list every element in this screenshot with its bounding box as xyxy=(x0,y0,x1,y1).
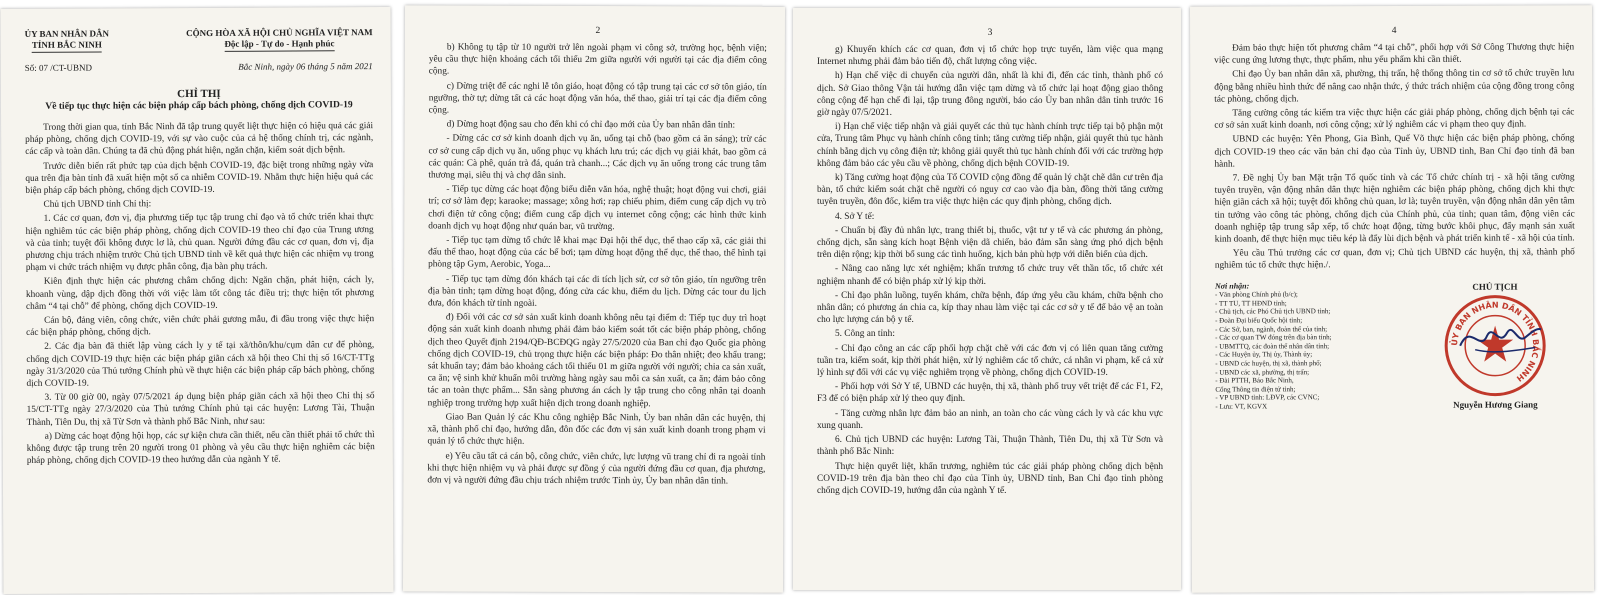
paragraph: Trong thời gian qua, tỉnh Bắc Ninh đã tập trung quyết liệt thực hiện có hiệu quả các giải pháp phòng, chống dịch COVID-19, với sự vào cuộc của cả hệ thống chính trị, các ngành, các cấp và toàn dân. Chúng ta đã chủ động phát hiện, ngăn chặn, kiểm soát dịch bệnh. xyxy=(25,121,374,158)
handwritten-signature xyxy=(1455,317,1545,357)
document-header xyxy=(25,27,373,53)
paragraph: c) Dừng triệt để các nghi lễ tôn giáo, hoạt động có tập trung tại các cơ sở tôn giáo, tín ngưỡng, thờ tự; dừng tất cả các hoạt động văn hóa, thể thao, giải trí tại các địa điểm công cộng. xyxy=(428,81,767,116)
paragraph: Kiên định thực hiện các phương châm chống dịch: Ngăn chặn, phát hiện, cách ly, khoanh vùng, dập dịch đồng thời với việc làm tốt công tác điều trị; thực hiện tốt phương châm “4 tại chỗ” để phòng, chống dịch COVID-19. xyxy=(25,275,374,312)
document-number: Số: 07 /CT-UBND xyxy=(24,62,92,73)
page-1-body xyxy=(25,120,375,467)
document-page-4 xyxy=(1190,5,1594,592)
national-title: CỘNG HÒA XÃ HỘI CHỦ NGHĨA VIỆT NAM xyxy=(186,27,373,39)
document-subject: Về tiếp tục thực hiện các biện pháp cấp bách phòng, chống dịch COVID-19 xyxy=(45,99,353,112)
recipient-item: - Các cơ quan TW đóng trên địa bàn tỉnh; xyxy=(1215,333,1332,342)
seal-text: ỦY BAN NHÂN DÂN TỈNH BẮC NINH xyxy=(1450,300,1541,383)
recipient-item: - TT TU, TT HĐND tỉnh; xyxy=(1215,299,1287,308)
recipient-item: - Đài PTTH, Báo Bắc Ninh, xyxy=(1215,376,1294,385)
paragraph: Chủ tịch UBND tỉnh Chỉ thị: xyxy=(43,199,152,211)
signature-row xyxy=(1215,281,1575,411)
paragraph: - Tiếp tục tạm dừng tổ chức lễ khai mạc Đại hội thể dục, thể thao cấp xã, các giải thi đấu thể thao, hoạt động của các bể bơi; tạm dừng hoạt động thể dục, thể thao, thể hình tại phòng tập Gym, Aerobic, Yoga... xyxy=(428,235,767,271)
paragraph: Yêu cầu Thủ trưởng các cơ quan, đơn vị; Chủ tịch UBND các huyện, thị xã, thành phố nghiêm túc tổ chức thực hiện./. xyxy=(1214,247,1575,272)
recipient-item: - Các Huyện ủy, Thị ủy, Thành ủy; xyxy=(1215,350,1313,360)
paragraph: - Tiếp tục tạm dừng đón khách tại các di tích lịch sử, cơ sở tôn giáo, tín ngưỡng trên địa bàn tỉnh; tạm dừng hoạt động, đóng cửa các khu, điểm du lịch. Dừng các tour du lịch đưa, đón khách từ tỉnh ngoài. xyxy=(427,274,767,309)
paragraph: Tăng cường công tác kiểm tra việc thực hiện các giải pháp phòng, chống dịch bệnh tại các cơ sở sản xuất kinh doanh, nơi công cộng; xử lý nghiêm các vi phạm theo quy định. xyxy=(1214,107,1575,131)
page-number: 3 xyxy=(987,28,993,38)
paragraph: - Phối hợp với Sở Y tế, UBND các huyện, thị xã, thành phố truy vết triệt để các F1, F2, F3 để có biện pháp xử lý theo quy định. xyxy=(817,382,1163,405)
document-page-2 xyxy=(403,5,785,592)
paragraph: 6. Chủ tịch UBND các huyện: Lương Tài, Thuận Thành, Tiên Du, thị xã Từ Sơn và thành phố Bắc Ninh: xyxy=(817,435,1163,458)
paragraph: 4. Sở Y tế: xyxy=(835,211,875,222)
paragraph: Đảm bảo thực hiện tốt phương châm “4 tại chỗ”, phối hợp với Sở Công Thương thực hiện việc cung ứng lương thực, thực phẩm, nhu yếu phẩm khi cần thiết. xyxy=(1214,42,1575,66)
paragraph: g) Khuyến khích các cơ quan, đơn vị tổ chức họp trực tuyến, làm việc qua mạng Internet nhưng phải đảm bảo tiến độ, chất lượng công việc. xyxy=(817,45,1163,68)
paragraph: 5. Công an tỉnh: xyxy=(835,329,895,340)
document-page-1 xyxy=(0,7,393,594)
recipient-item: - Chủ tịch, các Phó Chủ tịch UBND tỉnh; xyxy=(1215,307,1331,317)
paragraph: a) Dừng các hoạt động hội họp, các sự kiện chưa cần thiết, nếu cần thiết phải tổ chức thì không được tập trung trên 20 người trong 01 phòng và yêu cầu thực hiện nghiêm các biện pháp phòng, chống dịch COVID-19 theo hướng dẫn của ngành Y tế. xyxy=(26,429,375,467)
paragraph: 1. Các cơ quan, đơn vị, địa phương tiếp tục tập trung chỉ đạo và tổ chức triển khai thực hiện nghiêm túc các biện pháp phòng, chống dịch COVID-19 theo chỉ đạo của Trung ương và của tỉnh; tuyệt đối không được lơ là, chủ quan. Người đứng đầu các cơ quan, đơn vị, địa phương chịu trách nhiệm trước Chủ tịch UBND tỉnh về kết quả thực hiện các nhiệm vụ trong phạm vi chức trách nhiệm vụ được phân công, địa bàn phụ trách. xyxy=(25,212,374,274)
paragraph: k) Tăng cường hoạt động của Tổ COVID cộng đồng để quản lý chặt chẽ dân cư trên địa bàn, tổ chức kiểm soát chặt chẽ người có nguy cơ cao vào địa bàn, đồng thời tăng cường tuyên truyền, đôn đốc, kiểm tra việc thực hiện các quy định phòng, chống dịch. xyxy=(817,173,1163,208)
paragraph: e) Yêu cầu tất cả cán bộ, công chức, viên chức, lực lượng vũ trang chỉ đi ra ngoài tỉnh khi thực hiện nhiệm vụ và phải được sự đồng ý của người đứng đầu cơ quan, địa phương, đơn vị và người đứng đầu chịu trách nhiệm trước Tỉnh ủy, Ủy ban nhân dân tỉnh. xyxy=(427,450,766,487)
paragraph: 3. Từ 00 giờ 00, ngày 07/5/2021 áp dụng biện pháp giãn cách xã hội theo Chỉ thị số 15/CT-TTg ngày 27/3/2020 của Thủ tướng Chính phủ tại các huyện: Lương Tài, Thuận Thành, Tiên Du, thị xã Từ Sơn và thành phố Bắc Ninh, như sau: xyxy=(26,391,375,428)
issuer-line-2: TỈNH BẮC NINH xyxy=(32,39,102,52)
paragraph: - Chỉ đạo công an các cấp phối hợp chặt chẽ với các đơn vị có liên quan tăng cường tuần tra, kiểm soát, kịp thời phát hiện, xử lý nghiêm các tổ chức, cá nhân vi phạm, kể cả xử lý hình sự đối với các vụ việc nghiêm trọng về phòng, chống dịch COVID-19. xyxy=(817,343,1163,379)
paragraph: - Nâng cao năng lực xét nghiệm; khẩn trương tổ chức truy vết thần tốc, tổ chức xét nghiệm nhanh để có biện pháp xử lý kịp thời. xyxy=(817,264,1163,287)
document-date: Bắc Ninh, ngày 06 tháng 5 năm 2021 xyxy=(238,61,373,72)
recipient-item: - UBMTTQ, các đoàn thể nhân dân tỉnh; xyxy=(1215,342,1330,351)
paragraph: h) Hạn chế việc di chuyển của người dân, nhất là khi đi, đến các tỉnh, thành phố có dịch. Sở Giao thông Vận tải hướng dẫn việc tạm dừng và tổ chức lại hoạt động giao thông công cộng để hạn chế đi lại, tập trung đông người, báo cáo Ủy ban nhân dân tỉnh trước 16 giờ ngày 07/5/2021. xyxy=(817,71,1163,119)
signer-name: Nguyễn Hương Giang xyxy=(1453,399,1538,410)
paragraph: 2. Các địa bàn đã thiết lập vùng cách ly y tế tại xã/thôn/khu/cụm dân cư để phòng, chống dịch COVID-19 thực hiện các biện pháp giãn cách xã hội theo Chỉ thị số 16/CT-TTg ngày 31/3/2020 của Thủ tướng Chính phủ về thực hiện các biện pháp cấp bách phòng, chống dịch COVID-19. xyxy=(26,340,375,389)
paragraph: - Chỉ đạo phân luồng, tuyến khám, chữa bệnh, đáp ứng yêu cầu khám, chữa bệnh cho nhân dân; có phương án chia ca, kíp thay nhau làm việc tại các cơ sở y tế để bảo vệ an toàn cho lực lượng cán bộ y tế. xyxy=(817,290,1163,326)
paragraph: d) Dừng hoạt động sau cho đến khi có chỉ đạo mới của Ủy ban nhân dân tỉnh: xyxy=(446,119,736,131)
paragraph: - Chuẩn bị đầy đủ nhân lực, trang thiết bị, thuốc, vật tư y tế và các phương án phòng, chống dịch, sẵn sàng kích hoạt Bệnh viện dã chiến, bảo đảm sẵn sàng ứng phó dịch bệnh trên diện rộng; kịp thời bổ sung các tình huống, kịch bản phù hợp với diễn biến của dịch. xyxy=(817,225,1163,261)
recipient-item: - Các Sở, ban, ngành, đoàn thể của tỉnh; xyxy=(1215,324,1328,334)
issuer-line-1: ỦY BAN NHÂN DÂN xyxy=(24,28,110,39)
paragraph: Thực hiện quyết liệt, khẩn trương, nghiêm túc các giải pháp phòng chống dịch bệnh COVID-19 trên địa bàn theo chỉ đạo của Tỉnh ủy, UBND tỉnh, Ban Chỉ đạo tỉnh phòng chống dịch COVID-19, hướng dẫn của ngành Y tế. xyxy=(817,461,1163,496)
recipient-item: Cổng Thông tin điện tử tỉnh; xyxy=(1215,385,1296,394)
page-2-body xyxy=(427,41,767,487)
paragraph: b) Không tụ tập từ 10 người trở lên ngoài phạm vi công sở, trường học, bệnh viện; yêu cầu thực hiện khoảng cách tối thiểu 2m giữa người với người tại các địa điểm công cộng. xyxy=(428,42,767,77)
recipients-title: Nơi nhận: xyxy=(1214,281,1250,291)
page-number: 4 xyxy=(1391,25,1397,36)
national-motto: Độc lập - Tự do - Hạnh phúc xyxy=(224,38,334,52)
recipient-item: - UBND các xã, phường, thị trấn; xyxy=(1215,367,1310,377)
paragraph: đ) Đối với các cơ sở sản xuất kinh doanh không nêu tại điểm d: Tiếp tục duy trì hoạt động sản xuất kinh doanh nhưng phải đảm bảo kiểm soát tốt các biện pháp phòng, chống dịch theo Quyết định 2194/QĐ-BCĐQG ngày 27/5/2020 của Ban chỉ đạo Quốc gia phòng chống dịch COVID-19, chủ trọng thực hiện các biện pháp: Đo thân nhiệt; đeo khẩu trang; sát khuẩn tay; đảm bảo khoảng cách tối thiểu 01 m giữa người với người; chia ca sản xuất, ca ăn; vệ sinh khử khuẩn môi trường hàng ngày sau mỗi ca sản xuất, ca ăn; đảm bảo công tác an toàn thực phẩm... Sẵn sàng phương án cách ly tập trung cho công nhân tại doanh nghiệp trong trường hợp xuất hiện dịch trong doanh nghiệp. xyxy=(427,312,766,409)
paragraph: - Dừng các cơ sở kinh doanh dịch vụ ăn, uống tại chỗ (bao gồm cả ăn sáng); trừ các cơ sở cung cấp dịch vụ ăn, uống phục vụ khách lưu trú; các dịch vụ giải khát, bao gồm cả các quán: Cà phê, quán trà đá, quán trà chanh...; Các dịch vụ ăn uống trong các trung tâm thương mại, siêu thị và chợ dân sinh. xyxy=(428,133,767,181)
document-type: CHỈ THỊ xyxy=(177,87,221,101)
paragraph: 7. Đề nghị Ủy ban Mặt trận Tổ quốc tỉnh và các Tổ chức chính trị - xã hội tăng cường tuyên truyền, vận động nhân dân thực hiện nghiêm các biện pháp phòng, chống dịch khi thực hiện giãn cách xã hội; tuyệt đối không chủ quan, lơ là; tuyên truyền, vận động nhân dân yên tâm tin tưởng vào công tác phòng, chống dịch của Chính phủ, của tỉnh; quan tâm, động viên các doanh nghiệp tập trung sắp xếp, tổ chức hoạt động, từng bước khôi phục, đẩy mạnh sản xuất kinh doanh, để thực hiện mục tiêu kép là đẩy lùi dịch bệnh và phát triển kinh tế - xã hội của tỉnh. xyxy=(1214,172,1575,245)
signer-title: CHỦ TỊCH xyxy=(1472,281,1518,292)
recipient-item: - VP UBND tỉnh: LĐVP, các CVNC; xyxy=(1215,393,1320,402)
document-page-3 xyxy=(793,8,1181,590)
recipient-item: - Đoàn Đại biểu Quốc hội tỉnh; xyxy=(1215,316,1303,325)
paragraph: - Tiếp tục dừng các hoạt động biểu diễn văn hóa, nghệ thuật; hoạt động vui chơi, giải trí; cơ sở làm đẹp; karaoke; massage; xông hơi; rạp chiếu phim, điểm cung cấp dịch vụ trò chơi điện tử công cộng; điểm cung cấp dịch vụ internet công cộng; các hình thức kinh doanh dịch vụ hoạt động như quán bar, vũ trường. xyxy=(428,184,767,232)
page-number: 2 xyxy=(595,26,601,37)
signature-block xyxy=(1415,281,1575,410)
recipient-item: - UBND các huyện, thị xã, thành phố; xyxy=(1215,359,1322,368)
recipient-item: - Lưu: VT, KGVX xyxy=(1215,402,1268,411)
paragraph: Chỉ đạo Ủy ban nhân dân xã, phường, thị trấn, hệ thống thông tin cơ sở tổ chức truyền lưu động bằng nhiều hình thức để nâng cao nhận thức, ý thức trách nhiệm của cộng đồng trong công tác phòng, chống dịch. xyxy=(1214,68,1575,105)
paragraph: Trước diễn biến rất phức tạp của dịch bệnh COVID-19, đặc biệt trong những ngày vừa qua trên địa bàn tỉnh đã xuất hiện một số ca nhiễm COVID-19. Nhằm thực hiện hiệu quả các biện pháp cấp bách phòng, chống dịch COVID-19. xyxy=(25,159,374,196)
paragraph: - Tăng cường nhân lực đảm bảo an ninh, an toàn cho các vùng cách ly và các khu vực xung quanh. xyxy=(817,408,1163,431)
paragraph: i) Hạn chế việc tiếp nhận và giải quyết các thủ tục hành chính trực tiếp tại bộ phận một cửa, Trung tâm Phục vụ hành chính công tỉnh; tăng cường tiếp nhận, giải quyết thủ tục hành chính bằng dịch vụ công điện tử; không giải quyết thủ tục hành chính đối với các trường hợp không đảm bảo các yêu cầu về phòng, chống dịch bệnh COVID-19. xyxy=(817,122,1163,169)
paragraph: Cán bộ, đảng viên, công chức, viên chức phải gương mẫu, đi đầu trong việc thực hiện các biện pháp phòng, chống dịch. xyxy=(26,314,375,339)
paragraph: Giao Ban Quản lý các Khu công nghiệp Bắc Ninh, Ủy ban nhân dân các huyện, thị xã, thành phố chỉ đạo, hướng dẫn, đôn đốc các đơn vị sản xuất kinh doanh trong phạm vi quản lý tổ chức thực hiện. xyxy=(427,412,766,448)
recipients-list xyxy=(1215,282,1405,412)
recipient-item: - Văn phòng Chính phủ (b/c); xyxy=(1214,290,1298,299)
page-3-body xyxy=(817,44,1163,497)
paragraph: UBND các huyện: Yên Phong, Gia Bình, Quế Võ thực hiện các biện pháp phòng, chống dịch COVID-19 theo các văn bản chỉ đạo của Tỉnh ủy, UBND tỉnh, Ban Chỉ đạo tỉnh đã ban hành. xyxy=(1214,133,1575,170)
page-4-body xyxy=(1214,41,1575,272)
